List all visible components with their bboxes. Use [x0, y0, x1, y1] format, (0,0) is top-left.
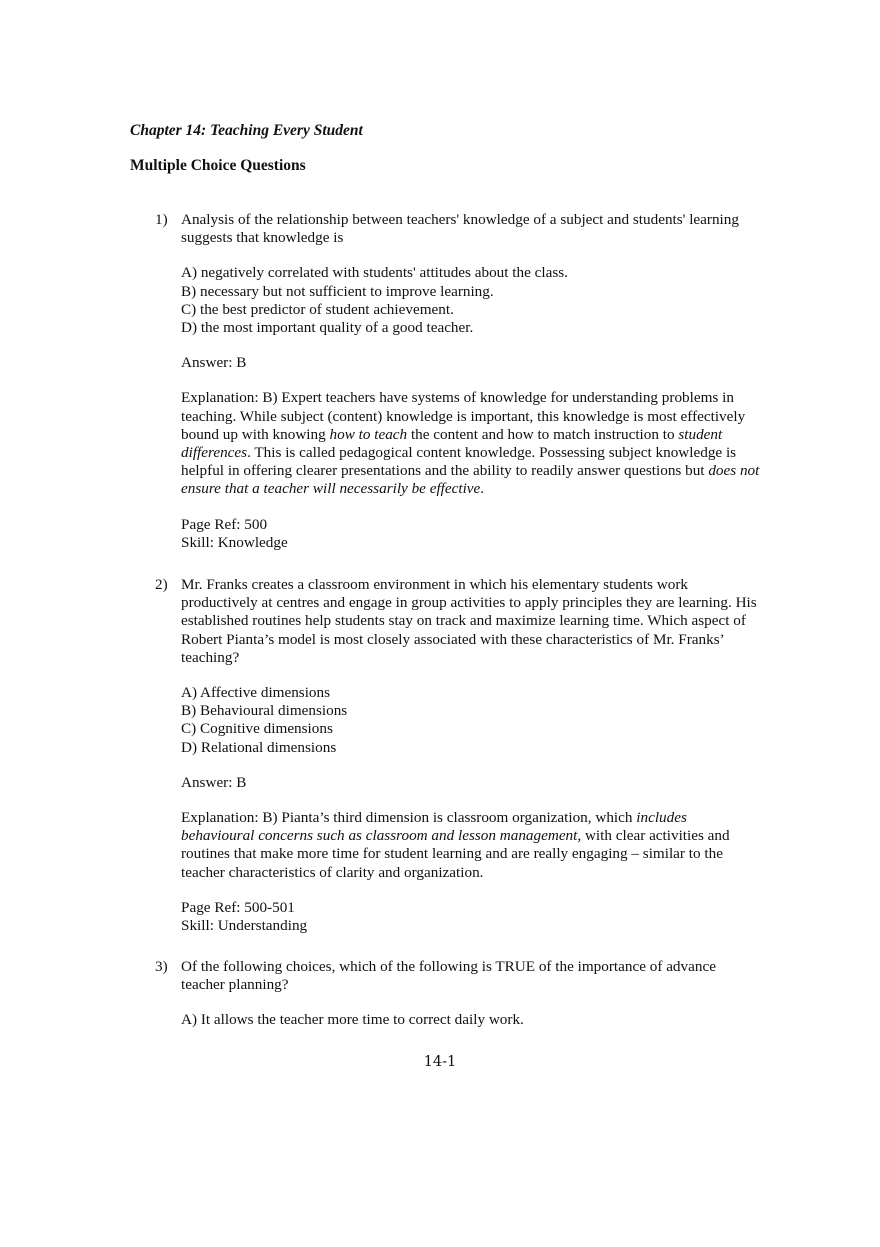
skill: Skill: Knowledge [181, 533, 288, 551]
skill: Skill: Understanding [181, 917, 308, 935]
option-b: B) necessary but not sufficient to improve learning. [181, 282, 494, 300]
answer: Answer: B [181, 354, 247, 372]
explanation: Explanation: B) Pianta’s third dimension is classroom organization, which includes behavioural concerns such as classroom and lesson management, with clear activities and routines that make more time for student learning and are really engaging – similar to the teacher characteristics of clarity and organization. [181, 809, 730, 881]
question-stem: Of the following choices, which of the following is TRUE of the importance of advance teacher planning? [181, 958, 716, 994]
section-title: Multiple Choice Questions [130, 157, 306, 174]
question-stem: Analysis of the relationship between teachers' knowledge of a subject and students' learning suggests that knowledge is [181, 211, 739, 247]
answer-options [181, 264, 760, 337]
chapter-title: Chapter 14: Teaching Every Student [130, 122, 363, 139]
answer-options [181, 1011, 760, 1029]
question-number: 3) [155, 958, 168, 975]
question-1 [155, 211, 760, 552]
option-c: C) Cognitive dimensions [181, 720, 333, 738]
option-d: D) the most important quality of a good teacher. [181, 319, 474, 337]
answer-options [181, 684, 760, 757]
page-ref: Page Ref: 500 [181, 515, 268, 533]
question-2 [155, 576, 760, 935]
answer: Answer: B [181, 773, 247, 791]
option-d: D) Relational dimensions [181, 738, 337, 756]
question-refs [181, 899, 760, 935]
question-number: 1) [155, 211, 168, 228]
option-c: C) the best predictor of student achievement. [181, 300, 454, 318]
option-a: A) It allows the teacher more time to correct daily work. [181, 1011, 524, 1029]
question-number: 2) [155, 576, 168, 593]
question-refs [181, 516, 760, 552]
question-3 [155, 958, 760, 1030]
explanation: Explanation: B) Expert teachers have systems of knowledge for understanding problems in teaching. While subject (content) knowledge is important, this knowledge is most effectively bound up with knowing how to teach the content and how to match instruction to student differences. This is called pedagogical content knowledge. Possessing subject knowledge is helpful in offering clearer presentations and the ability to readily answer questions but does not ensure that a teacher will necessarily be effective. [181, 389, 760, 498]
page-number: 14-1 [423, 1054, 457, 1070]
option-a: A) negatively correlated with students' attitudes about the class. [181, 264, 568, 282]
page-ref: Page Ref: 500-501 [181, 898, 295, 916]
question-stem: Mr. Franks creates a classroom environment in which his elementary students work productively at centres and engage in group activities to apply principles they are learning. His established routines help students stay on track and maximize learning time. Which aspect of Robert Pianta’s model is most closely associated with these characteristics of Mr. Franks’ teaching? [181, 576, 757, 666]
option-a: A) Affective dimensions [181, 684, 331, 702]
option-b: B) Behavioural dimensions [181, 702, 348, 720]
